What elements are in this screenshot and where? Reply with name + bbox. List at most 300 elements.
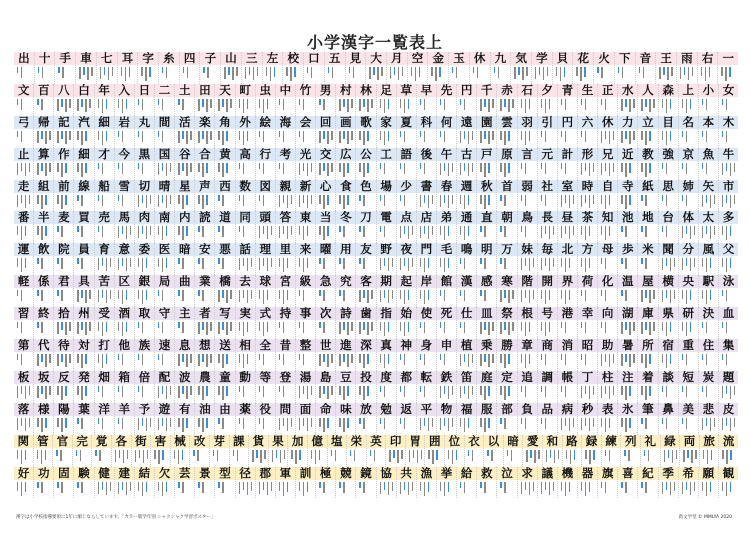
kanji-character: 台 (662, 210, 674, 225)
kanji-character: 寺 (622, 178, 634, 193)
kanji-character: 打 (98, 338, 110, 353)
kanji-cell (74, 84, 94, 116)
reading-mark (722, 99, 723, 105)
kanji-cell (135, 467, 155, 499)
kanji-character: 位 (448, 433, 461, 448)
reading-mark (484, 258, 485, 269)
reading-marks (585, 450, 599, 465)
kanji-character: 貨 (252, 433, 265, 448)
kanji-cell (215, 275, 235, 307)
reading-mark (569, 226, 570, 239)
reading-marks (158, 195, 172, 210)
kanji-cell (641, 435, 661, 467)
kanji-cell (155, 211, 175, 243)
reading-marks (641, 226, 655, 241)
kanji-cell (518, 275, 538, 307)
reading-mark (480, 131, 481, 143)
reading-marks (138, 163, 152, 178)
reading-mark (645, 99, 646, 107)
reading-mark (629, 322, 630, 335)
reading-mark (186, 226, 187, 236)
reading-mark (319, 450, 320, 460)
reading-mark (198, 195, 199, 204)
kanji-character: 新 (299, 178, 312, 193)
reading-mark (315, 450, 316, 464)
reading-mark (625, 354, 626, 362)
kanji-cell (115, 339, 135, 371)
kanji-character: 国 (158, 146, 171, 161)
reading-mark (585, 195, 586, 203)
reading-mark (621, 290, 622, 296)
reading-mark (122, 354, 123, 365)
reading-mark (279, 226, 280, 238)
kanji-character: 頭 (259, 210, 271, 225)
reading-mark (283, 131, 284, 142)
kanji-character: 四 (183, 51, 196, 65)
reading-marks (561, 482, 575, 497)
reading-mark (299, 450, 300, 460)
reading-mark (359, 195, 360, 201)
reading-mark (57, 354, 58, 366)
kanji-character: 第 (17, 338, 30, 353)
reading-mark (487, 450, 488, 456)
kanji-character: 火 (598, 51, 610, 65)
reading-mark (139, 450, 140, 458)
kanji-cell (598, 243, 618, 275)
kanji-character: 科 (420, 114, 433, 129)
kanji-character: 型 (219, 465, 231, 480)
reading-mark (384, 195, 385, 206)
reading-mark (420, 99, 421, 105)
reading-marks (239, 258, 253, 273)
reading-mark (412, 226, 413, 235)
reading-mark (408, 226, 409, 239)
kanji-cell (135, 307, 155, 339)
reading-mark (565, 258, 566, 272)
reading-mark (484, 226, 485, 237)
kanji-character: 引 (541, 114, 553, 129)
kanji-character: 名 (682, 114, 694, 129)
kanji-cell (276, 243, 296, 275)
reading-marks (359, 131, 373, 146)
reading-marks (98, 386, 112, 401)
reading-mark (613, 354, 614, 363)
reading-marks (17, 450, 31, 465)
kanji-character: 来 (299, 242, 312, 257)
kanji-cell (397, 339, 417, 371)
reading-mark (158, 226, 159, 235)
kanji-character: 礼 (644, 433, 657, 448)
reading-marks (561, 226, 575, 241)
kanji-character: 協 (380, 465, 392, 480)
reading-marks (621, 163, 635, 178)
reading-marks (198, 354, 212, 369)
reading-mark (287, 195, 288, 208)
reading-mark (525, 322, 526, 336)
kanji-cell (276, 84, 296, 116)
kanji-character: 明 (481, 242, 493, 257)
kanji-cell (618, 467, 638, 499)
reading-mark (146, 482, 147, 492)
reading-mark (645, 290, 646, 298)
kanji-character: 音 (639, 51, 652, 65)
reading-mark (589, 195, 590, 208)
reading-mark (57, 195, 58, 204)
kanji-character: 歯 (360, 306, 372, 321)
kanji-character: 竹 (299, 82, 312, 97)
kanji-cell (256, 307, 276, 339)
kanji-cell (638, 275, 658, 307)
kanji-cell (457, 275, 477, 307)
reading-mark (384, 482, 385, 490)
kanji-cell (638, 339, 658, 371)
reading-marks (259, 99, 273, 114)
reading-marks (541, 386, 555, 401)
reading-mark (182, 195, 183, 209)
reading-mark (307, 67, 308, 73)
reading-marks (380, 99, 394, 114)
kanji-character: 歩 (622, 242, 634, 257)
reading-mark (452, 67, 453, 73)
reading-mark (182, 322, 183, 333)
reading-marks (218, 258, 232, 273)
reading-mark (480, 386, 481, 395)
reading-mark (307, 418, 308, 431)
reading-mark (138, 354, 139, 360)
reading-mark (126, 322, 127, 332)
reading-mark (714, 418, 715, 427)
reading-mark (549, 290, 550, 300)
reading-mark (380, 322, 381, 331)
kanji-cell (497, 307, 517, 339)
reading-mark (641, 482, 642, 488)
kanji-character: 軽 (17, 274, 30, 289)
reading-mark (440, 195, 441, 207)
reading-marks (218, 482, 232, 497)
kanji-cell (54, 467, 74, 499)
reading-mark (380, 482, 381, 494)
reading-mark (709, 67, 710, 77)
reading-mark (585, 99, 586, 110)
reading-mark (561, 322, 562, 328)
kanji-character: 界 (561, 274, 574, 289)
reading-mark (687, 450, 688, 458)
kanji-character: 理 (259, 242, 271, 257)
reading-marks (17, 386, 31, 401)
reading-mark (41, 418, 42, 432)
kanji-cell (477, 148, 497, 180)
reading-mark (400, 131, 401, 137)
kanji-character: 勝 (501, 338, 513, 353)
reading-mark (545, 131, 546, 142)
reading-mark (17, 163, 18, 175)
reading-mark (25, 386, 26, 399)
reading-mark (662, 482, 663, 494)
reading-marks (480, 163, 494, 178)
reading-mark (162, 195, 163, 203)
kanji-cell (175, 467, 195, 499)
reading-mark (100, 67, 101, 79)
kanji-character: 服 (481, 401, 493, 416)
reading-mark (400, 258, 401, 270)
kanji-character: 作 (58, 146, 70, 161)
reading-mark (710, 290, 711, 300)
kanji-cell (598, 275, 618, 307)
kanji-cell (477, 307, 497, 339)
kanji-character: 内 (178, 210, 191, 225)
reading-mark (327, 226, 328, 236)
reading-mark (243, 258, 244, 266)
reading-mark (686, 195, 687, 206)
kanji-character: 天 (219, 82, 231, 97)
reading-mark (130, 226, 131, 235)
kanji-cell (34, 307, 54, 339)
kanji-character: 速 (158, 338, 171, 353)
reading-mark (210, 322, 211, 331)
reading-mark (491, 450, 492, 461)
kanji-cell (316, 403, 336, 435)
kanji-cell (336, 307, 356, 339)
kanji-cell (699, 371, 719, 403)
reading-mark (440, 226, 441, 235)
kanji-character: 写 (219, 306, 231, 321)
reading-mark (299, 131, 300, 137)
reading-mark (597, 67, 598, 73)
reading-mark (106, 258, 107, 271)
reading-mark (85, 354, 86, 364)
reading-mark (178, 482, 179, 488)
reading-mark (500, 354, 501, 363)
kanji-character: 希 (682, 465, 694, 480)
reading-mark (500, 163, 501, 172)
reading-mark (363, 99, 364, 107)
reading-marks (440, 226, 454, 241)
reading-mark (521, 226, 522, 232)
reading-mark (98, 354, 99, 363)
kanji-cell (578, 116, 598, 148)
kanji-character: 習 (17, 306, 30, 321)
reading-mark (722, 354, 723, 360)
reading-mark (581, 226, 582, 235)
reading-marks (178, 131, 192, 146)
kanji-cell (659, 403, 679, 435)
kanji-character: 院 (58, 242, 70, 257)
reading-mark (232, 67, 233, 80)
kanji-character: 力 (622, 114, 634, 129)
kanji-cell (719, 435, 738, 467)
reading-marks (299, 290, 313, 305)
kanji-row (14, 307, 738, 339)
kanji-cell (74, 148, 94, 180)
reading-mark (347, 131, 348, 144)
reading-mark (239, 354, 240, 363)
kanji-cell (518, 148, 538, 180)
reading-mark (354, 450, 355, 461)
reading-mark (401, 450, 402, 459)
kanji-character: 村 (340, 82, 352, 97)
reading-mark (633, 322, 634, 331)
reading-marks (541, 258, 555, 273)
reading-mark (420, 386, 421, 392)
reading-marks (440, 418, 454, 433)
kanji-cell (296, 307, 316, 339)
reading-mark (726, 258, 727, 272)
reading-mark (625, 482, 626, 493)
reading-marks (480, 354, 494, 369)
kanji-cell (578, 211, 598, 243)
reading-mark (549, 99, 550, 109)
reading-mark (198, 163, 199, 172)
reading-mark (460, 354, 461, 366)
reading-mark (17, 418, 18, 430)
kanji-cell (523, 435, 543, 467)
kanji-character: 足 (380, 82, 392, 97)
kanji-character: 験 (78, 465, 90, 480)
reading-marks (178, 99, 192, 114)
reading-mark (521, 258, 522, 270)
reading-mark (178, 418, 179, 427)
reading-marks (37, 226, 51, 241)
kanji-character: 配 (158, 369, 171, 384)
reading-mark (222, 195, 223, 206)
reading-mark (714, 226, 715, 235)
kanji-character: 受 (98, 306, 110, 321)
kanji-cell (538, 371, 558, 403)
reading-mark (589, 450, 590, 464)
kanji-character: 建 (118, 465, 131, 480)
kanji-character: 宿 (662, 338, 674, 353)
reading-mark (404, 290, 405, 304)
reading-mark (512, 322, 513, 331)
reading-mark (565, 290, 566, 304)
reading-mark (500, 226, 501, 232)
reading-mark (690, 99, 691, 109)
reading-marks (359, 322, 373, 337)
reading-marks (683, 450, 697, 465)
reading-mark (122, 482, 123, 490)
reading-mark (182, 482, 183, 493)
reading-marks (350, 450, 364, 465)
reading-mark (710, 258, 711, 268)
kanji-character: 農 (199, 369, 211, 384)
reading-mark (468, 131, 469, 144)
reading-mark (25, 258, 26, 268)
reading-mark (420, 195, 421, 207)
reading-mark (218, 290, 219, 302)
reading-mark (150, 195, 151, 204)
reading-mark (222, 354, 223, 368)
reading-mark (98, 322, 99, 331)
kanji-character: 功 (37, 465, 50, 480)
reading-mark (259, 99, 260, 108)
reading-mark (299, 99, 300, 105)
reading-mark (585, 386, 586, 394)
reading-mark (77, 99, 78, 111)
kanji-character: 羊 (118, 401, 131, 416)
kanji-cell (195, 211, 215, 243)
kanji-cell (336, 275, 356, 307)
reading-marks (682, 322, 696, 337)
kanji-character: 坂 (37, 369, 50, 384)
reading-mark (629, 418, 630, 428)
reading-mark (263, 99, 264, 113)
kanji-cell (618, 243, 638, 275)
reading-marks (703, 450, 717, 465)
reading-marks (213, 450, 227, 465)
reading-marks (500, 482, 514, 497)
reading-marks (380, 195, 394, 210)
reading-marks (198, 195, 212, 210)
reading-mark (146, 290, 147, 300)
kanji-character: 追 (521, 369, 533, 384)
reading-marks (400, 226, 414, 241)
kanji-cell (661, 435, 681, 467)
reading-mark (311, 195, 312, 204)
reading-mark (484, 322, 485, 330)
reading-mark (279, 131, 280, 137)
reading-mark (331, 386, 332, 395)
reading-mark (363, 131, 364, 145)
reading-mark (202, 226, 203, 237)
reading-marks (494, 67, 508, 82)
kanji-character: 苦 (98, 274, 110, 289)
reading-mark (106, 322, 107, 332)
reading-mark (347, 386, 348, 396)
kanji-cell (679, 467, 699, 499)
kanji-character: 季 (662, 465, 674, 480)
reading-marks (400, 131, 414, 146)
kanji-cell (195, 243, 215, 275)
kanji-character: 塩 (331, 433, 343, 448)
reading-mark (202, 258, 203, 269)
kanji-character: 秋 (481, 178, 493, 193)
kanji-character: 等 (259, 369, 271, 384)
reading-marks (95, 450, 109, 465)
reading-marks (299, 418, 313, 433)
reading-mark (57, 258, 58, 264)
reading-marks (722, 226, 736, 241)
reading-mark (695, 450, 696, 459)
reading-mark (233, 450, 234, 456)
reading-marks (521, 195, 535, 210)
kanji-character: 昭 (581, 338, 594, 353)
reading-mark (98, 163, 99, 169)
reading-mark (138, 482, 139, 491)
kanji-cell (155, 243, 175, 275)
reading-mark (287, 482, 288, 492)
reading-mark (319, 163, 320, 175)
reading-marks (359, 482, 373, 497)
reading-mark (452, 163, 453, 172)
reading-marks (662, 131, 676, 146)
reading-mark (629, 195, 630, 205)
kanji-character: 母 (601, 242, 614, 257)
reading-mark (574, 450, 575, 460)
reading-marks (259, 386, 273, 401)
kanji-cell (316, 180, 336, 212)
kanji-cell (236, 275, 256, 307)
reading-marks (601, 226, 615, 241)
reading-mark (472, 354, 473, 363)
reading-marks (239, 290, 253, 305)
reading-mark (81, 195, 82, 206)
reading-marks (597, 67, 611, 82)
reading-mark (150, 226, 151, 235)
reading-mark (80, 450, 81, 461)
kanji-character: 究 (340, 274, 352, 289)
reading-mark (363, 163, 364, 177)
reading-mark (343, 386, 344, 400)
